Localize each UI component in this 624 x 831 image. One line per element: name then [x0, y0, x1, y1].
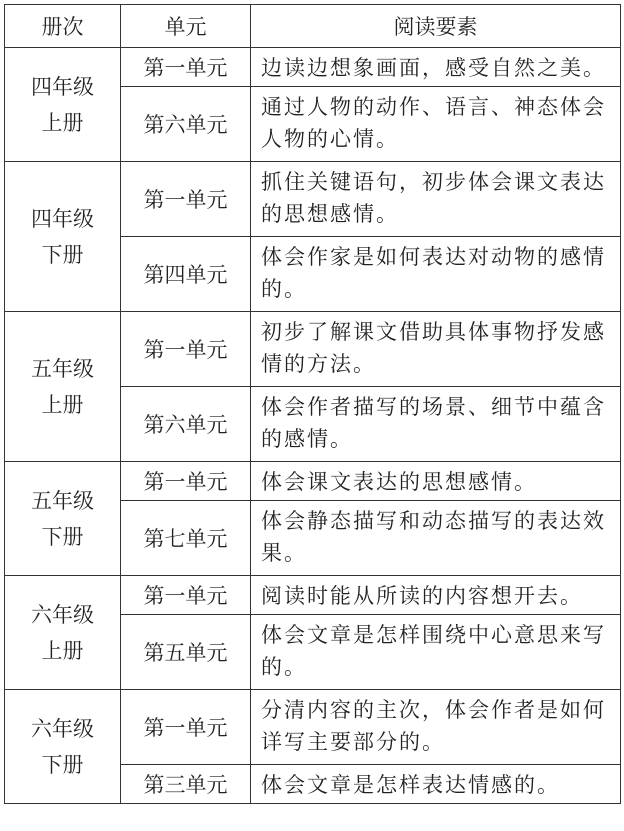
grade-volume-cell: [5, 576, 121, 690]
unit-cell: 第一单元: [121, 312, 251, 387]
unit-cell: 第四单元: [121, 237, 251, 312]
header-volume: 册次: [5, 5, 121, 48]
unit-cell: 第一单元: [121, 690, 251, 765]
grade-volume-cell: [5, 48, 121, 162]
reading-element-cell: 阅读时能从所读的内容想开去。: [251, 576, 621, 615]
reading-element-cell: 体会课文表达的思想感情。: [251, 462, 621, 501]
table-row: [5, 462, 621, 501]
table-row: [5, 576, 621, 615]
volume-label: 下册: [41, 524, 84, 549]
grade-label: 六年级: [31, 602, 94, 627]
reading-element-cell: 通过人物的动作、语言、神态体会人物的心情。: [251, 87, 621, 162]
header-unit: 单元: [121, 5, 251, 48]
unit-cell: 第六单元: [121, 387, 251, 462]
header-reading-element: 阅读要素: [251, 5, 621, 48]
grade-label: 五年级: [31, 488, 94, 513]
reading-element-cell: 抓住关键语句，初步体会课文表达的思想感情。: [251, 162, 621, 237]
reading-element-cell: 体会文章是怎样表达情感的。: [251, 765, 621, 804]
unit-cell: 第一单元: [121, 462, 251, 501]
unit-cell: 第三单元: [121, 765, 251, 804]
reading-element-cell: 分清内容的主次，体会作者是如何详写主要部分的。: [251, 690, 621, 765]
unit-cell: 第七单元: [121, 501, 251, 576]
volume-label: 下册: [41, 242, 84, 267]
table-row: [5, 162, 621, 237]
reading-element-cell: 体会作家是如何表达对动物的感情的。: [251, 237, 621, 312]
grade-label: 四年级: [31, 206, 94, 231]
volume-label: 上册: [41, 110, 84, 135]
unit-cell: 第五单元: [121, 615, 251, 690]
reading-element-cell: 初步了解课文借助具体事物抒发感情的方法。: [251, 312, 621, 387]
header-row: [5, 5, 621, 48]
volume-label: 上册: [41, 392, 84, 417]
grade-volume-cell: [5, 462, 121, 576]
unit-cell: 第一单元: [121, 576, 251, 615]
grade-label: 五年级: [31, 356, 94, 381]
reading-element-cell: 体会文章是怎样围绕中心意思来写的。: [251, 615, 621, 690]
volume-label: 下册: [41, 752, 84, 777]
grade-label: 六年级: [31, 716, 94, 741]
table-row: [5, 48, 621, 87]
reading-element-cell: 体会作者描写的场景、细节中蕴含的感情。: [251, 387, 621, 462]
grade-volume-cell: [5, 312, 121, 462]
table-row: [5, 312, 621, 387]
reading-elements-table: [4, 4, 621, 804]
grade-volume-cell: [5, 162, 121, 312]
reading-element-cell: 体会静态描写和动态描写的表达效果。: [251, 501, 621, 576]
unit-cell: 第一单元: [121, 162, 251, 237]
grade-label: 四年级: [31, 74, 94, 99]
unit-cell: 第一单元: [121, 48, 251, 87]
reading-element-cell: 边读边想象画面，感受自然之美。: [251, 48, 621, 87]
table-row: [5, 690, 621, 765]
unit-cell: 第六单元: [121, 87, 251, 162]
volume-label: 上册: [41, 638, 84, 663]
grade-volume-cell: [5, 690, 121, 804]
